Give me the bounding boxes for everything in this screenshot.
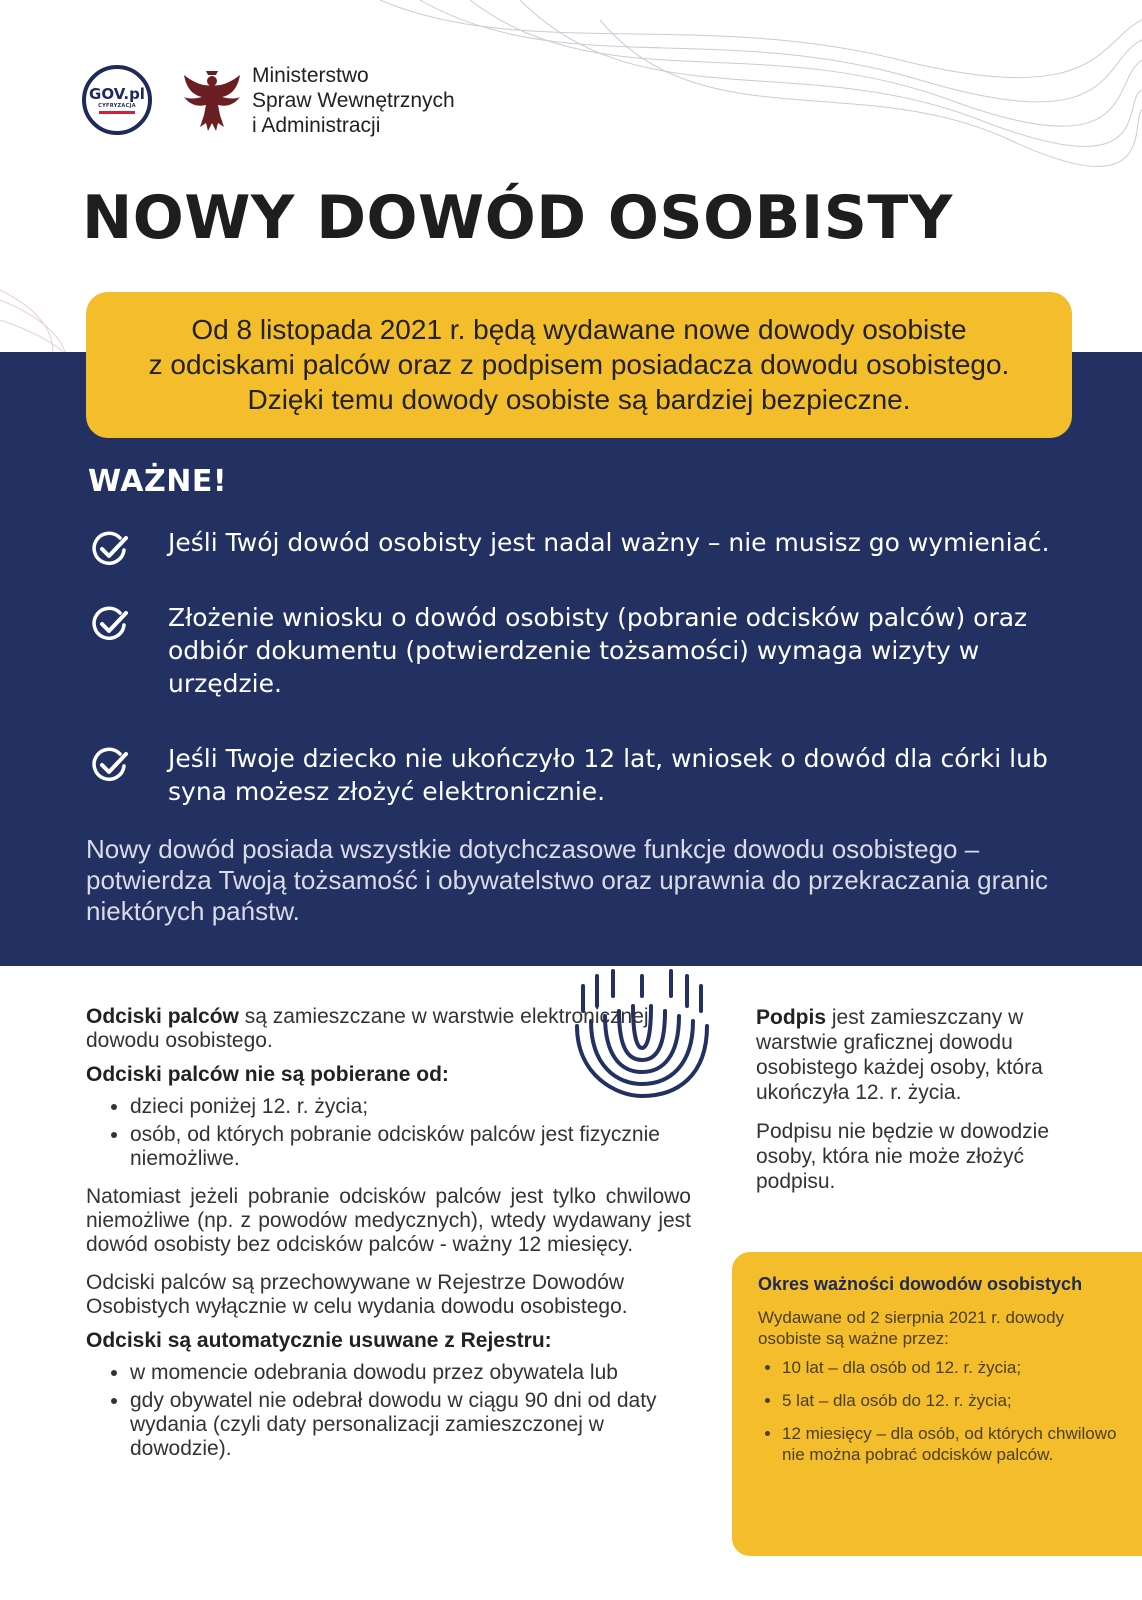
list-item: • gdy obywatel nie odebrał dowodu w ciągu 90 dni od daty wydania (czyli daty personalizacji zamieszczonej w dowodzie). [130,1389,691,1461]
fingerprints-intro [86,1005,691,1053]
check-circle-icon [90,530,130,570]
gov-logo-text: GOV.pl [89,84,145,103]
register-removal-heading: Odciski są automatycznie usuwane z Rejestru: [86,1329,552,1352]
list-item: • 10 lat – dla osób od 12. r. życia; [782,1357,1122,1378]
new-id-functions-paragraph: Nowy dowód posiada wszystkie dotychczasowe funkcje dowodu osobistego – potwierdza Twoją tożsamość i obywatelstwo oraz uprawnia do przekraczania granic niektórych państw. [86,834,1048,926]
signature-info [756,1005,1086,1194]
intro-line-1: Od 8 listopada 2021 r. będą wydawane nowe dowody osobiste [191,314,967,345]
signature-intro-rest: jest zamieszczany w warstwie graficznej dowodu osobistego każdej osoby, która ukończyła 12. r. życia. [756,1006,1043,1104]
validity-box [732,1252,1142,1556]
important-item [88,601,1088,700]
fingerprints-exempt-heading: Odciski palców nie są pobierane od: [86,1063,449,1086]
list-item: • 12 miesięcy – dla osób, od których chwilowo nie można pobrać odcisków palców. [782,1423,1122,1465]
validity-intro: Wydawane od 2 sierpnia 2021 r. dowody osobiste są ważne przez: [758,1308,1065,1348]
fingerprints-intro-bold: Odciski palców [86,1005,239,1028]
temporary-exemption-paragraph: Natomiast jeżeli pobranie odcisków palców jest tylko chwilowo niemożliwe (np. z powodów medycznych), wtedy wydawany jest dowód osobisty bez odcisków palców - ważny 12 miesięcy. [86,1185,691,1256]
ministry-line-1: Ministerstwo [252,63,369,87]
page-title: NOWY DOWÓD OSOBISTY [82,183,953,253]
important-item-text: Złożenie wniosku o dowód osobisty (pobranie odcisków palców) oraz odbiór dokumentu (potwierdzenie tożsamości) wymaga wizyty w urzędzie. [168,603,1028,698]
validity-list [758,1357,1122,1465]
list-item: • w momencie odebrania dowodu przez obywatela lub [130,1361,691,1385]
list-item: • osób, od których pobranie odcisków palców jest fizycznie niemożliwe. [130,1123,691,1171]
register-removal-list [86,1361,691,1461]
validity-title: Okres ważności dowodów osobistych [758,1274,1083,1294]
gov-logo-stripe [99,111,135,114]
check-circle-icon [90,605,130,645]
register-storage-paragraph: Odciski palców są przechowywane w Rejestrze Dowodów Osobistych wyłącznie w celu wydania dowodu osobistego. [86,1271,628,1318]
intro-line-3: Dzięki temu dowody osobiste są bardziej bezpieczne. [247,384,911,415]
check-circle-icon [90,746,130,786]
important-item [88,526,1088,559]
signature-intro [756,1005,1086,1105]
gov-pl-logo [82,65,152,135]
ministry-name [252,63,455,138]
important-item-text: Jeśli Twój dowód osobisty jest nadal ważny – nie musisz go wymieniać. [168,528,1050,557]
header [82,55,455,145]
important-list [88,526,1088,808]
fingerprints-intro-rest: są zamieszczane w warstwie elektronicznej dowodu osobistego. [86,1005,649,1052]
important-item [88,742,1088,808]
ministry-line-2: Spraw Wewnętrznych [252,88,455,112]
intro-line-2: z odciskami palców oraz z podpisem posiadacza dowodu osobistego. [148,349,1010,380]
ministry-line-3: i Administracji [252,113,381,137]
no-signature-paragraph: Podpisu nie będzie w dowodzie osoby, która nie może złożyć podpisu. [756,1120,1050,1193]
intro-banner [86,292,1072,438]
polish-eagle-emblem [182,65,242,135]
signature-intro-bold: Podpis [756,1006,827,1029]
list-item: • dzieci poniżej 12. r. życia; [130,1095,691,1119]
list-item: • 5 lat – dla osób do 12. r. życia; [782,1390,1122,1411]
fingerprints-exempt-list [86,1095,691,1171]
gov-logo-subtext: CYFRYZACJA [98,102,136,109]
important-item-text: Jeśli Twoje dziecko nie ukończyło 12 lat, wniosek o dowód dla córki lub syna możesz złożyć elektronicznie. [168,744,1048,806]
fingerprints-info [86,1005,691,1465]
important-heading: WAŻNE! [88,464,227,499]
